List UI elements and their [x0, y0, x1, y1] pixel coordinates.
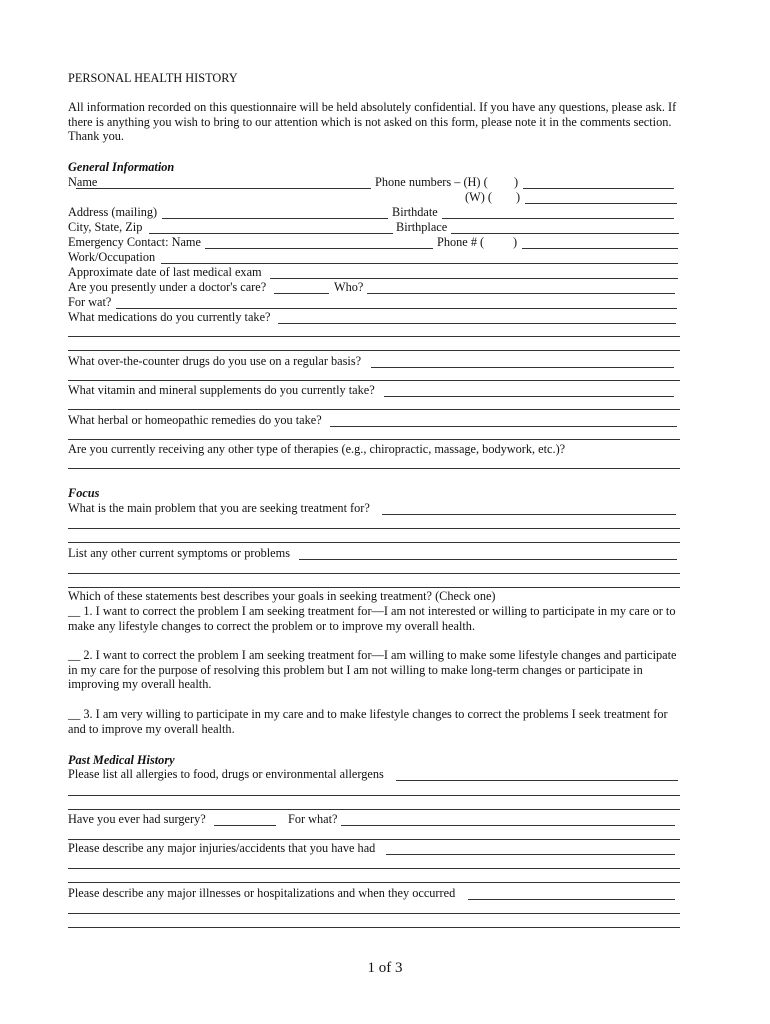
main-problem-field[interactable]: [382, 514, 676, 515]
emergency-contact-label: Emergency Contact: Name: [68, 235, 201, 249]
work-label: Work/Occupation: [68, 250, 156, 264]
vitamins-label: What vitamin and mineral supplements do you currently take?: [68, 383, 375, 397]
phone-home-close-paren: ): [514, 175, 519, 189]
herbal-field[interactable]: [330, 426, 677, 427]
address-field[interactable]: [162, 218, 388, 219]
goals-question: Which of these statements best describes your goals in seeking treatment? (Check one): [68, 589, 496, 603]
allergies-line-2[interactable]: [68, 795, 680, 796]
emergency-contact-field[interactable]: [205, 248, 433, 249]
phone-work-field[interactable]: [525, 203, 677, 204]
emergency-phone-field[interactable]: [522, 248, 678, 249]
intro-paragraph: All information recorded on this questionnaire will be held absolutely confidential. If you have any questions, please ask. If there is anything you wish to bring to our attention which is not asked on this form, please note it in the comments section. Thank you.: [68, 100, 677, 144]
allergies-field[interactable]: [396, 780, 678, 781]
herbal-label: What herbal or homeopathic remedies do you take?: [68, 413, 322, 427]
herbal-line-2[interactable]: [68, 439, 680, 440]
surgery-label: Have you ever had surgery?: [68, 812, 206, 826]
other-symptoms-line-2[interactable]: [68, 573, 680, 574]
surgery-for-what-field[interactable]: [341, 825, 675, 826]
illnesses-line-2[interactable]: [68, 913, 680, 914]
birthplace-label: Birthplace: [396, 220, 448, 234]
medications-field[interactable]: [278, 323, 676, 324]
goal-option-1[interactable]: __ 1. I want to correct the problem I am seeking treatment for—I am not interested or willing to participate in my care or to make any lifestyle changes to correct the problem or to improve my overall health.: [68, 604, 676, 633]
form-title: PERSONAL HEALTH HISTORY: [68, 71, 238, 85]
other-symptoms-line-3[interactable]: [68, 587, 680, 588]
main-problem-line-3[interactable]: [68, 542, 680, 543]
for-wat-field[interactable]: [116, 308, 677, 309]
who-field[interactable]: [367, 293, 675, 294]
goal-option-2[interactable]: __ 2. I want to correct the problem I am seeking treatment for—I am willing to make some lifestyle changes and participate in my care for the purpose of resolving this problem but I am not willing to make long-term changes or participate in improving my overall health.: [68, 648, 677, 692]
medications-line-2[interactable]: [68, 336, 680, 337]
illnesses-label: Please describe any major illnesses or hospitalizations and when they occurred: [68, 886, 456, 900]
past-history-heading: Past Medical History: [68, 753, 175, 767]
otc-label: What over-the-counter drugs do you use on a regular basis?: [68, 354, 362, 368]
birthdate-label: Birthdate: [392, 205, 438, 219]
last-exam-label: Approximate date of last medical exam: [68, 265, 262, 279]
work-field[interactable]: [161, 263, 678, 264]
doctor-care-field[interactable]: [274, 293, 329, 294]
vitamins-field[interactable]: [384, 396, 674, 397]
phone-home-label: Phone numbers – (H) (: [375, 175, 488, 189]
therapies-label: Are you currently receiving any other type of therapies (e.g., chiropractic, massage, bodywork, etc.)?: [68, 442, 566, 456]
injuries-field[interactable]: [386, 854, 675, 855]
medications-label: What medications do you currently take?: [68, 310, 271, 324]
focus-heading: Focus: [68, 486, 100, 500]
main-problem-line-2[interactable]: [68, 528, 680, 529]
name-field[interactable]: [76, 188, 371, 189]
main-problem-label: What is the main problem that you are seeking treatment for?: [68, 501, 370, 515]
illnesses-line-3[interactable]: [68, 927, 680, 928]
address-label: Address (mailing): [68, 205, 158, 219]
city-label: City, State, Zip: [68, 220, 143, 234]
name-label: Name: [68, 175, 98, 189]
phone-work-close-paren: ): [516, 190, 521, 204]
last-exam-field[interactable]: [270, 278, 678, 279]
other-symptoms-field[interactable]: [299, 559, 677, 560]
goal-option-3[interactable]: __ 3. I am very willing to participate in my care and to make lifestyle changes to correct the problems I seek treatment for and to improve my overall health.: [68, 707, 668, 736]
emergency-phone-label: Phone # (: [437, 235, 485, 249]
emergency-phone-close-paren: ): [513, 235, 518, 249]
surgery-field[interactable]: [214, 825, 276, 826]
phone-work-label: (W) (: [465, 190, 492, 204]
allergies-line-3[interactable]: [68, 809, 680, 810]
injuries-label: Please describe any major injuries/accidents that you have had: [68, 841, 376, 855]
medications-line-3[interactable]: [68, 350, 680, 351]
birthplace-field[interactable]: [451, 233, 679, 234]
otc-field[interactable]: [371, 367, 674, 368]
vitamins-line-2[interactable]: [68, 409, 680, 410]
birthdate-field[interactable]: [442, 218, 674, 219]
injuries-line-3[interactable]: [68, 882, 680, 883]
general-heading: General Information: [68, 160, 175, 174]
other-symptoms-label: List any other current symptoms or problems: [68, 546, 290, 560]
phone-home-field[interactable]: [523, 188, 674, 189]
injuries-line-2[interactable]: [68, 868, 680, 869]
surgery-line-2[interactable]: [68, 839, 680, 840]
doctor-care-label: Are you presently under a doctor's care?: [68, 280, 267, 294]
therapies-field[interactable]: [68, 468, 680, 469]
otc-line-2[interactable]: [68, 380, 680, 381]
page-number: 1 of 3: [367, 960, 403, 976]
for-wat-label: For wat?: [68, 295, 112, 309]
who-label: Who?: [334, 280, 364, 294]
surgery-for-what-label: For what?: [288, 812, 338, 826]
allergies-label: Please list all allergies to food, drugs or environmental allergens: [68, 767, 384, 781]
city-field[interactable]: [149, 233, 393, 234]
illnesses-field[interactable]: [468, 899, 675, 900]
